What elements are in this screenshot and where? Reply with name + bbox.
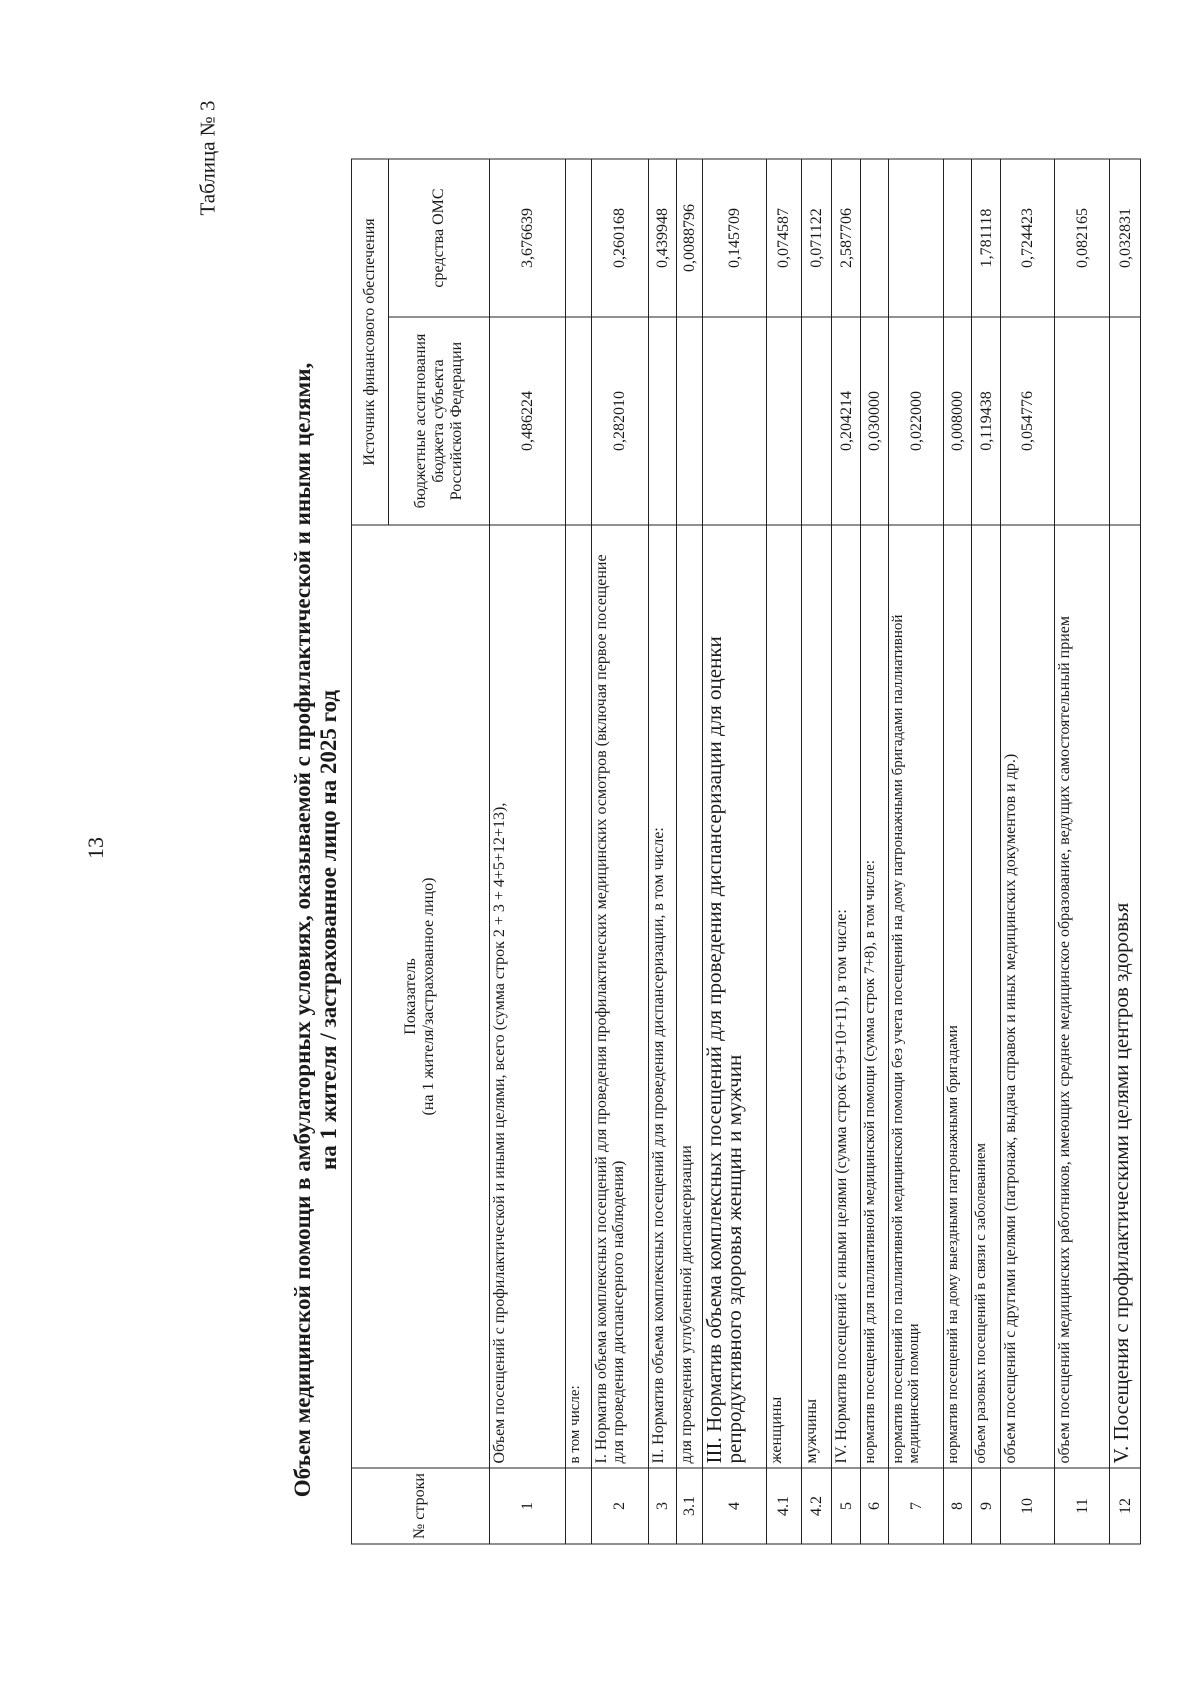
row-number: 8 xyxy=(943,1468,971,1544)
oms-value: 1,781118 xyxy=(972,159,1000,317)
budget-value xyxy=(1055,317,1110,525)
table-row xyxy=(1055,159,1110,1544)
budget-value xyxy=(566,317,591,525)
table-row xyxy=(972,159,1000,1544)
row-label: объем посещений с другими целями (патронаж, выдача справок и иных медицинских документов и др.) xyxy=(1000,525,1055,1468)
header-indicator-title: Показатель xyxy=(402,958,420,1035)
table-row xyxy=(591,159,648,1544)
oms-value xyxy=(860,159,888,317)
row-number: 3.1 xyxy=(676,1468,702,1544)
row-number xyxy=(566,1468,591,1544)
oms-value: 0,724423 xyxy=(1000,159,1055,317)
row-label: мужчины xyxy=(801,525,832,1468)
budget-value: 0,022000 xyxy=(889,317,944,525)
table-row xyxy=(1110,159,1141,1544)
table-row xyxy=(489,159,566,1544)
budget-value xyxy=(766,317,801,525)
oms-value: 0,082165 xyxy=(1055,159,1110,317)
table-container xyxy=(351,160,1141,1545)
budget-value xyxy=(1110,317,1141,525)
header-indicator-subtitle: (на 1 жителя/застрахованное лицо) xyxy=(420,877,438,1116)
table-row xyxy=(676,159,702,1544)
budget-value: 0,008000 xyxy=(943,317,971,525)
budget-value: 0,204214 xyxy=(832,317,860,525)
budget-value: 0,282010 xyxy=(591,317,648,525)
row-label: IV. Норматив посещений с иными целями (сумма строк 6+9+10+11), в том числе: xyxy=(832,525,860,1468)
table-row xyxy=(703,159,766,1544)
row-label: норматив посещений для паллиативной медицинской помощи (сумма строк 7+8), в том числе: xyxy=(860,525,888,1468)
header-funding-source: Источник финансового обеспечения xyxy=(352,159,389,525)
table-row xyxy=(801,159,832,1544)
header-budget: бюджетные ассигнования бюджета субъекта Российской Федерации xyxy=(389,317,490,525)
oms-value: 0,145709 xyxy=(703,159,766,317)
oms-value: 0,032831 xyxy=(1110,159,1141,317)
row-number: 4.2 xyxy=(801,1468,832,1544)
row-number: 10 xyxy=(1000,1468,1055,1544)
row-label: в том числе: xyxy=(566,525,591,1468)
header-oms: средства ОМС xyxy=(389,159,490,317)
table-row xyxy=(566,159,591,1544)
document-title xyxy=(290,180,342,1680)
row-number: 5 xyxy=(832,1468,860,1544)
row-label: объем разовых посещений в связи с заболеванием xyxy=(972,525,1000,1468)
row-number: 7 xyxy=(889,1468,944,1544)
row-number: 6 xyxy=(860,1468,888,1544)
row-label: норматив посещений на дому выездными патронажными бригадами xyxy=(943,525,971,1468)
oms-value: 0,074587 xyxy=(766,159,801,317)
table-row xyxy=(648,159,676,1544)
row-label: II. Норматив объема комплексных посещений для проведения диспансеризации, в том числе: xyxy=(648,525,676,1468)
oms-value xyxy=(566,159,591,317)
row-number: 11 xyxy=(1055,1468,1110,1544)
row-label: I. Норматив объема комплексных посещений для проведения профилактических медицинских осмотров (включая первое посещение для проведения диспансерного наблюдения) xyxy=(591,525,648,1468)
budget-value xyxy=(676,317,702,525)
header-indicator xyxy=(352,525,490,1468)
budget-value xyxy=(703,317,766,525)
oms-value xyxy=(943,159,971,317)
title-line-1: Объем медицинской помощи в амбулаторных условиях, оказываемой с профилактической и иными целями, xyxy=(290,362,315,1498)
table-row xyxy=(889,159,944,1544)
visits-norm-table xyxy=(351,158,1141,1544)
table-row xyxy=(943,159,971,1544)
oms-value: 0,0088796 xyxy=(676,159,702,317)
row-label: для проведения углубленной диспансеризации xyxy=(676,525,702,1468)
page-number: 13 xyxy=(83,837,108,859)
oms-value: 0,260168 xyxy=(591,159,648,317)
row-label: женщины xyxy=(766,525,801,1468)
oms-value: 0,071122 xyxy=(801,159,832,317)
oms-value xyxy=(889,159,944,317)
row-number: 3 xyxy=(648,1468,676,1544)
table-row xyxy=(766,159,801,1544)
row-number: 4 xyxy=(703,1468,766,1544)
row-number: 12 xyxy=(1110,1468,1141,1544)
budget-value: 0,119438 xyxy=(972,317,1000,525)
oms-value: 3,676639 xyxy=(489,159,566,317)
budget-value xyxy=(648,317,676,525)
row-number: 2 xyxy=(591,1468,648,1544)
title-line-2: на 1 жителя / застрахованное лицо на 2025 год xyxy=(316,690,341,1170)
row-number: 9 xyxy=(972,1468,1000,1544)
row-label: объем посещений медицинских работников, имеющих среднее медицинское образование, ведущих самостоятельный прием xyxy=(1055,525,1110,1468)
table-caption: Таблица № 3 xyxy=(195,100,220,216)
row-label: V. Посещения с профилактическими целями центров здоровья xyxy=(1110,525,1141,1468)
budget-value: 0,486224 xyxy=(489,317,566,525)
oms-value: 2,587706 xyxy=(832,159,860,317)
table-row xyxy=(832,159,860,1544)
header-row-number: № строки xyxy=(352,1468,490,1544)
row-label: Объем посещений с профилактической и иными целями, всего (сумма строк 2 + 3 + 4+5+12+13), xyxy=(489,525,566,1468)
row-number: 1 xyxy=(489,1468,566,1544)
oms-value: 0,439948 xyxy=(648,159,676,317)
budget-value xyxy=(801,317,832,525)
row-number: 4.1 xyxy=(766,1468,801,1544)
table-row xyxy=(860,159,888,1544)
row-label: норматив посещений по паллиативной медицинской помощи без учета посещений на дому патронажными бригадами паллиативной медицинской помощи xyxy=(889,525,944,1468)
table-row xyxy=(1000,159,1055,1544)
budget-value: 0,030000 xyxy=(860,317,888,525)
budget-value: 0,054776 xyxy=(1000,317,1055,525)
row-label: III. Норматив объема комплексных посещений для проведения диспансеризации для оценки репродуктивного здоровья женщин и мужчин xyxy=(703,525,766,1468)
